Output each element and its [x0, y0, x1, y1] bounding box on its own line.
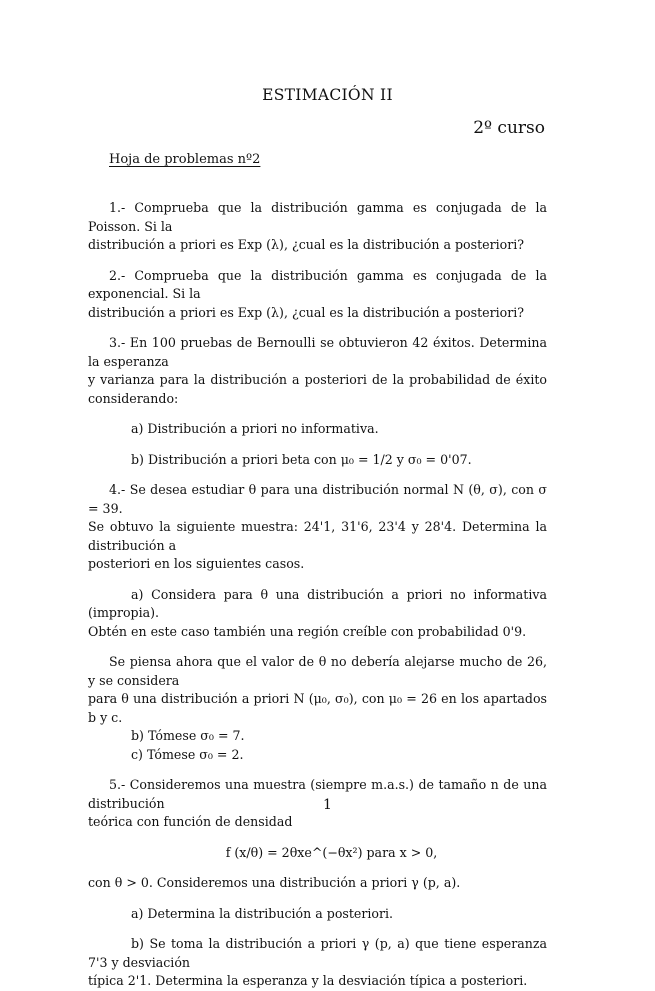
problem-3-line-2: y varianza para la distribución a posteriori de la probabilidad de éxito considerando:	[88, 372, 547, 406]
problem-1	[88, 199, 547, 255]
problem-4-line-1: 4.- Se desea estudiar θ para una distribución normal N (θ, σ), con σ = 39.	[88, 482, 547, 516]
sheet-heading: Hoja de problemas nº2	[109, 152, 261, 167]
page-number: 1	[323, 797, 332, 813]
problem-4-part-a-line-1: a) Considera para θ una distribución a priori no informativa (impropia).	[88, 586, 547, 620]
problem-3-line-1: 3.- En 100 pruebas de Bernoulli se obtuvieron 42 éxitos. Determina la esperanza	[88, 335, 547, 369]
problem-5-part-a: a) Determina la distribución a posteriori.	[131, 905, 394, 921]
problem-4-part-a-line-2: Obtén en este caso también una región creíble con probabilidad 0'9.	[88, 623, 527, 639]
problem-4	[88, 481, 547, 764]
course-label: 2º curso	[473, 118, 545, 138]
problem-list	[88, 199, 547, 991]
problem-4-line-2: Se obtuvo la siguiente muestra: 24'1, 31'6, 23'4 y 28'4. Determina la distribución a	[88, 519, 547, 553]
problem-4-line-3: posteriori en los siguientes casos.	[88, 556, 305, 571]
problem-3-part-a: a) Distribución a priori no informativa.	[131, 421, 379, 436]
problem-5-line-2: teórica con función de densidad	[88, 814, 293, 829]
problem-4-part-b: b) Tómese σ₀ = 7.	[131, 728, 245, 743]
problem-5-part-b-line-2: típica 2'1. Determina la esperanza y la desviación típica a posteriori.	[88, 973, 528, 988]
problem-4-part-c: c) Tómese σ₀ = 2.	[131, 746, 244, 762]
problem-5-line-1: 5.- Consideremos una muestra (siempre m.a.s.) de tamaño n de una distribución	[88, 777, 547, 811]
problem-1-line-2: distribución a priori es Exp (λ), ¿cual es la distribución a posteriori?	[88, 237, 525, 252]
document-title: ESTIMACIÓN II	[262, 86, 393, 104]
problem-3	[88, 334, 547, 469]
problem-2-line-2: distribución a priori es Exp (λ), ¿cual es la distribución a posteriori?	[88, 304, 525, 320]
problem-4-context-line-2: para θ una distribución a priori N (μ₀, σ₀), con μ₀ = 26 en los apartados b y c.	[88, 691, 547, 725]
problem-4-context-line-1: Se piensa ahora que el valor de θ no debería alejarse mucho de 26, y se considera	[88, 654, 547, 688]
problem-3-part-b: b) Distribución a priori beta con μ₀ = 1/2 y σ₀ = 0'07.	[131, 451, 472, 467]
density-formula: f (x/θ) = 2θxe^(−θx²) para x > 0,	[225, 844, 438, 860]
problem-1-line-1: 1.- Comprueba que la distribución gamma es conjugada de la Poisson. Si la	[88, 200, 547, 234]
problem-2-line-1: 2.- Comprueba que la distribución gamma es conjugada de la exponencial. Si la	[88, 267, 547, 301]
problem-2	[88, 267, 547, 323]
problem-5-part-b-line-1: b) Se toma la distribución a priori γ (p, a) que tiene esperanza 7'3 y desviación	[88, 936, 547, 970]
problem-5-line-3: con θ > 0. Consideremos una distribución a priori γ (p, a).	[88, 875, 461, 890]
